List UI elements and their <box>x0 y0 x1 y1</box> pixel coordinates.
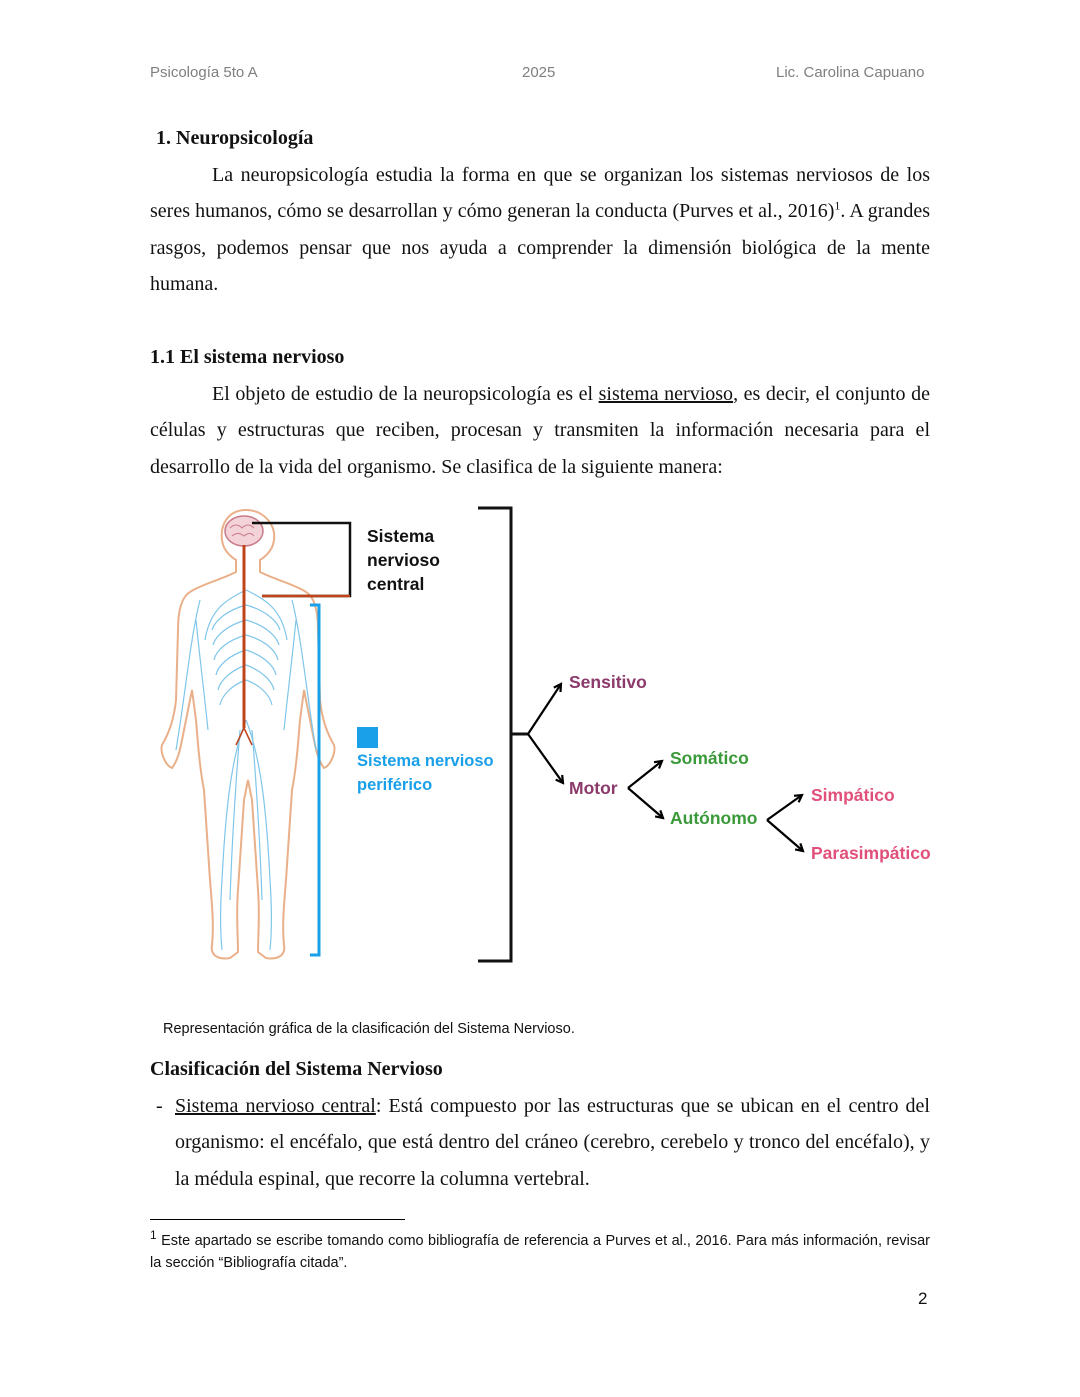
classification-section <box>150 1051 930 1197</box>
underlined-term: sistema nervioso <box>598 382 734 405</box>
branch-arrows <box>528 684 803 851</box>
header-course: Psicología 5to A <box>150 64 258 81</box>
section-1-1-text-end: , es decir, el conjunto de células y estructuras que reciben, procesan y transmiten la información necesaria para el desarrollo de la vida del organismo. Se clasifica de la siguiente manera: <box>150 382 931 478</box>
page-number: 2 <box>918 1289 928 1308</box>
somatico-label: Somático <box>670 748 749 768</box>
snc-label-line-2: nervioso <box>367 550 440 570</box>
header-author: Lic. Carolina Capuano <box>776 64 925 81</box>
snp-label-line-1: Sistema nervioso <box>357 752 494 770</box>
autonomo-label: Autónomo <box>670 808 758 828</box>
main-bracket <box>478 508 511 961</box>
snc-label-line-3: central <box>367 574 425 594</box>
parasimpatico-label: Parasimpático <box>811 843 931 863</box>
section-1-title: 1. Neuropsicología <box>156 127 314 149</box>
classification-item-text <box>175 1088 930 1198</box>
snc-term: Sistema nervioso central <box>175 1094 376 1117</box>
figure-caption: Representación gráfica de la clasificación del Sistema Nervioso. <box>163 1021 575 1037</box>
human-body-icon <box>162 510 335 958</box>
snp-label-line-2: periférico <box>357 776 433 794</box>
footnote-separator <box>150 1219 405 1220</box>
classification-list-item <box>150 1088 930 1198</box>
section-1-1-text: El objeto de estudio de la neuropsicología es el <box>212 382 599 405</box>
list-bullet: - <box>156 1094 163 1117</box>
peripheral-legend-swatch <box>357 727 378 748</box>
footnote <box>150 1230 930 1274</box>
footnote-mark: 1 <box>150 1228 157 1243</box>
section-1-text: La neuropsicología estudia la forma en que se organizan los sistemas nerviosos de los seres humanos, cómo se desarrollan y cómo generan la conducta (Purves et al., 2016) <box>150 163 930 222</box>
footnote-text: Este apartado se escribe tomando como bibliografía de referencia a Purves et al., 2016. Para más información, revisar la sección “Bibliografía citada”. <box>150 1233 930 1271</box>
section-1-text-end: . A grandes rasgos, podemos pensar que nos ayuda a comprender la dimensión biológica de la mente humana. <box>150 200 931 295</box>
sensitivo-label: Sensitivo <box>569 672 647 692</box>
motor-label: Motor <box>569 778 618 798</box>
footnote-ref[interactable]: 1 <box>834 198 841 213</box>
snc-description: : Está compuesto por las estructuras que se ubican en el centro del organismo: el encéfalo, que está dentro del cráneo (cerebro, cerebelo y tronco del encéfalo), y la médula espinal, que recorre la columna vertebral. <box>175 1094 930 1190</box>
header-year: 2025 <box>522 64 556 81</box>
snp-label <box>357 749 494 797</box>
snc-label-line-1: Sistema <box>367 526 435 546</box>
classification-title: Clasificación del Sistema Nervioso <box>150 1058 443 1080</box>
simpatico-label: Simpático <box>811 785 895 805</box>
snc-label <box>367 524 440 596</box>
section-1-1-title: 1.1 El sistema nervioso <box>150 346 345 368</box>
